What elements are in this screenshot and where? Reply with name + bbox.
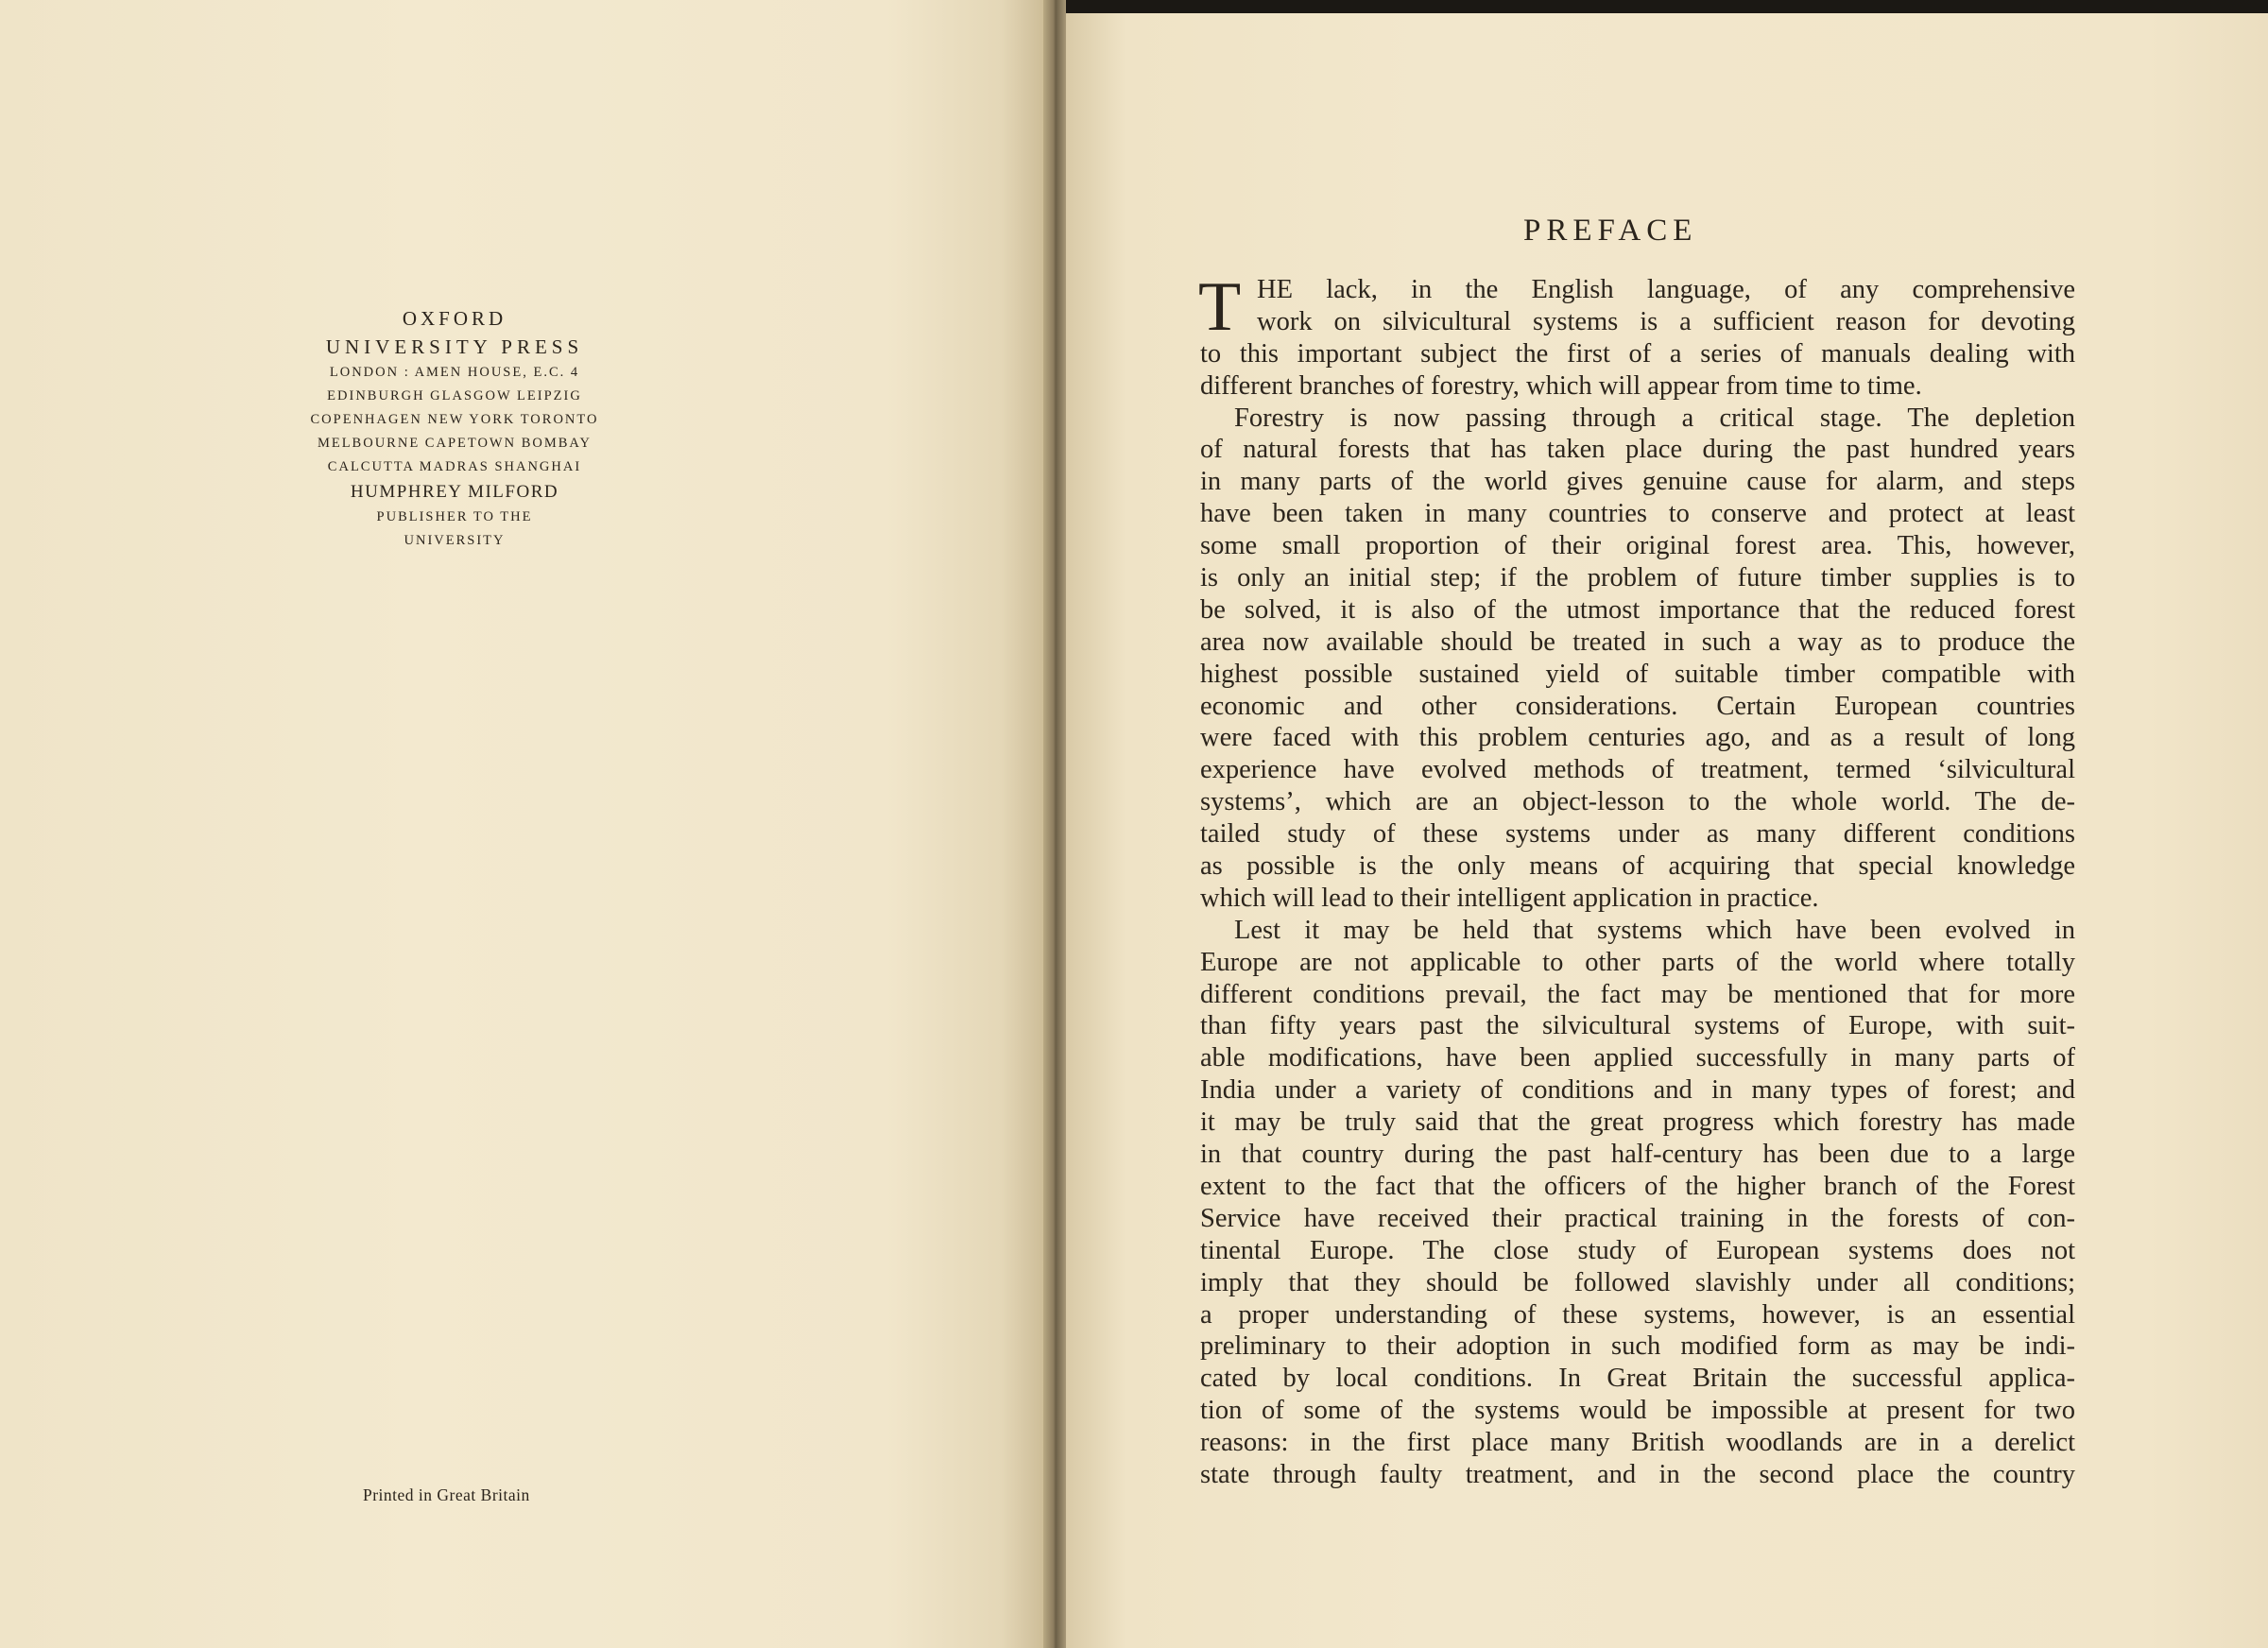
text-line: Lest it may be held that systems which have been evolved in: [1234, 915, 2075, 945]
imprint-line: COPENHAGEN NEW YORK TORONTO: [310, 412, 599, 427]
text-line: in that country during the past half-century has been due to a large: [1200, 1140, 2075, 1170]
imprint-line: MELBOURNE CAPETOWN BOMBAY: [317, 436, 593, 451]
text-line: economic and other considerations. Certain European countries: [1200, 691, 2075, 721]
drop-cap: T: [1198, 268, 1242, 346]
text-line: as possible is the only means of acquiring that special knowledge: [1200, 851, 2075, 882]
text-line: preliminary to their adoption in such modified form as may be indi-: [1200, 1331, 2075, 1362]
text-line: tailed study of these systems under as many different conditions: [1200, 819, 2075, 850]
text-line: state through faulty treatment, and in the second place the country: [1200, 1459, 2075, 1489]
text-line: some small proportion of their original forest area. This, however,: [1200, 531, 2075, 561]
text-line: is only an initial step; if the problem of future timber supplies is to: [1200, 563, 2075, 593]
text-line: work on silvicultural systems is a sufficient reason for devoting: [1257, 306, 2075, 336]
book-gutter: [1043, 0, 1066, 1648]
imprint-line: OXFORD: [402, 307, 507, 330]
imprint-line: PUBLISHER TO THE: [376, 509, 533, 524]
imprint-line: EDINBURGH GLASGOW LEIPZIG: [327, 388, 582, 403]
text-line: different branches of forestry, which will appear from time to time.: [1200, 370, 1922, 401]
text-line: able modifications, have been applied successfully in many parts of: [1200, 1043, 2075, 1073]
text-line: tinental Europe. The close study of European systems does not: [1200, 1235, 2075, 1265]
text-line: than fifty years past the silvicultural systems of Europe, with suit-: [1200, 1011, 2075, 1041]
text-line: imply that they should be followed slavishly under all conditions;: [1200, 1267, 2075, 1297]
text-line: be solved, it is also of the utmost importance that the reduced forest: [1200, 594, 2075, 625]
printed-in-note: Printed in Great Britain: [363, 1485, 530, 1504]
text-line: were faced with this problem centuries ago, and as a result of long: [1200, 723, 2075, 753]
text-line: Forestry is now passing through a critical stage. The depletion: [1234, 403, 2075, 433]
text-line: of natural forests that has taken place during the past hundred years: [1200, 435, 2075, 465]
text-line: Europe are not applicable to other parts of the world where totally: [1200, 947, 2075, 977]
text-line: which will lead to their intelligent application in practice.: [1200, 883, 1819, 913]
text-line: area now available should be treated in such a way as to produce the: [1200, 627, 2075, 657]
page-title: PREFACE: [1523, 214, 1698, 248]
preface-body: [1198, 268, 2075, 1491]
text-line: different conditions prevail, the fact may be mentioned that for more: [1200, 979, 2075, 1009]
text-line: in many parts of the world gives genuine cause for alarm, and steps: [1200, 467, 2075, 497]
text-line: extent to the fact that the officers of the higher branch of the Forest: [1200, 1171, 2075, 1201]
imprint-line: UNIVERSITY: [404, 533, 506, 548]
text-line: India under a variety of conditions and in many types of forest; and: [1200, 1075, 2075, 1106]
text-line: HE lack, in the English language, of any comprehensive: [1257, 275, 2075, 304]
imprint-line: CALCUTTA MADRAS SHANGHAI: [327, 459, 582, 474]
text-line: it may be truly said that the great progress which forestry has made: [1200, 1107, 2075, 1138]
left-page: [0, 0, 1043, 1648]
text-line: systems’, which are an object-lesson to the whole world. The de-: [1200, 787, 2075, 817]
imprint-line: HUMPHREY MILFORD: [350, 482, 559, 502]
text-line: to this important subject the first of a series of manuals dealing with: [1200, 338, 2075, 369]
text-line: experience have evolved methods of treatment, termed ‘silvicultural: [1200, 755, 2075, 785]
imprint-line: UNIVERSITY PRESS: [325, 335, 584, 358]
text-line: Service have received their practical training in the forests of con-: [1200, 1203, 2075, 1233]
text-line: highest possible sustained yield of suitable timber compatible with: [1200, 659, 2075, 689]
text-line: reasons: in the first place many British woodlands are in a derelict: [1200, 1428, 2075, 1458]
text-line: cated by local conditions. In Great Britain the successful applica-: [1200, 1364, 2075, 1394]
text-line: have been taken in many countries to conserve and protect at least: [1200, 499, 2075, 529]
publisher-imprint: [284, 304, 626, 553]
imprint-line: LONDON : AMEN HOUSE, E.C. 4: [329, 365, 580, 380]
text-line: tion of some of the systems would be impossible at present for two: [1200, 1396, 2075, 1426]
text-line: a proper understanding of these systems, however, is an essential: [1200, 1299, 2075, 1330]
